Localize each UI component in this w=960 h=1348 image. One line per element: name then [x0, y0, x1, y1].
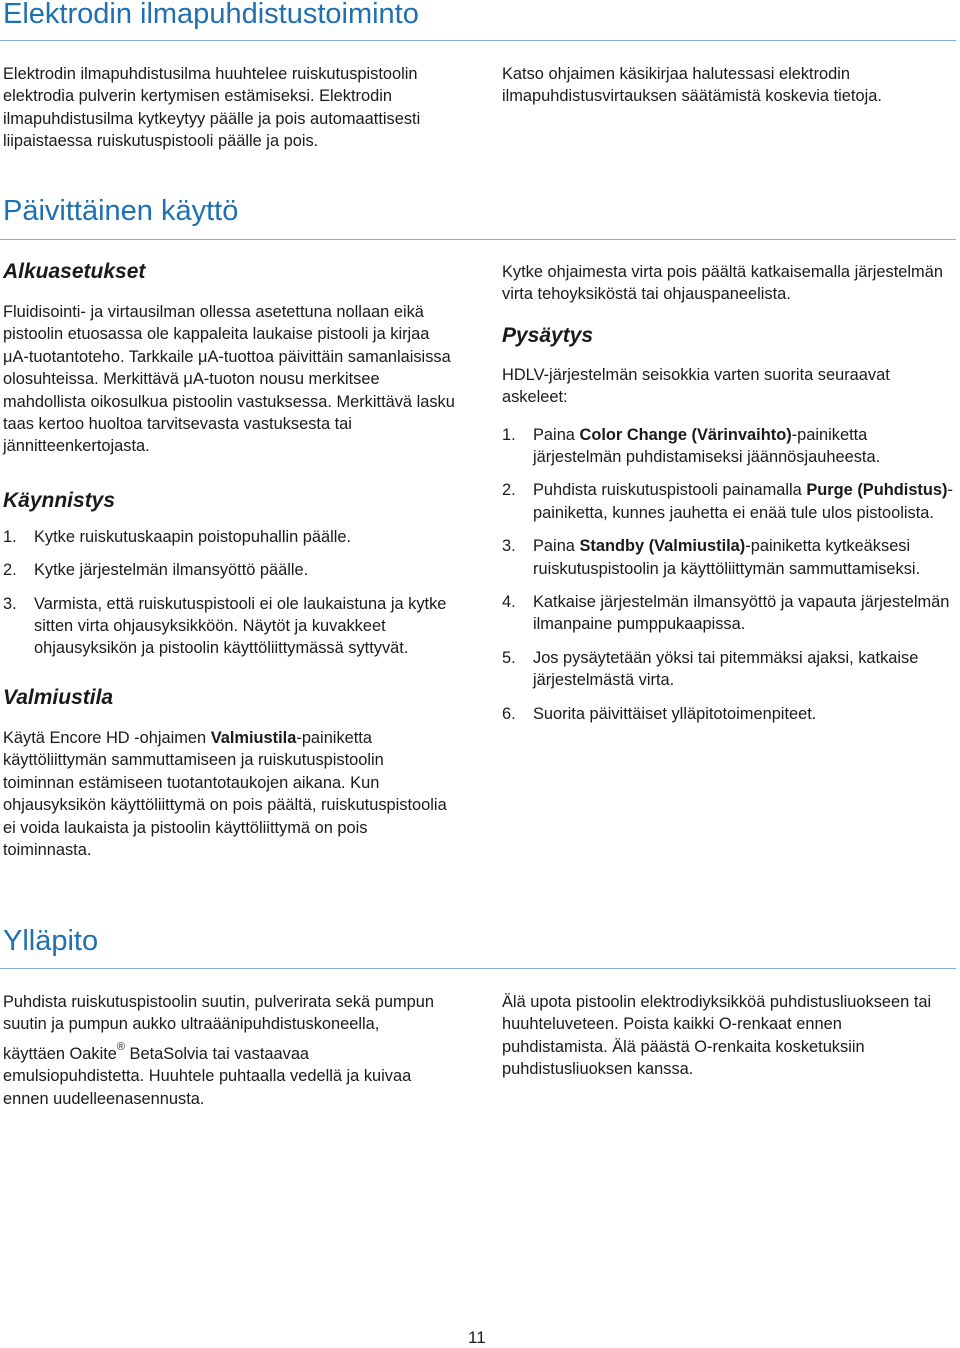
- electrode-text-right: Katso ohjaimen käsikirjaa halutessasi elektrodin ilmapuhdistusvirtauksen säätämistä koskevia tietoja.: [502, 65, 882, 106]
- pysaytys-intro: HDLV-järjestelmän seisokkia varten suorita seuraavat askeleet:: [502, 365, 890, 407]
- heading-alkuasetukset: Alkuasetukset: [3, 260, 146, 283]
- daily-rule: [0, 239, 956, 240]
- heading-pysaytys: Pysäytys: [502, 323, 594, 347]
- section-title-daily: Päivittäinen käyttö: [3, 195, 239, 227]
- list-item: 1. Kytke ruiskutuskaapin poistopuhallin päälle.: [3, 527, 352, 546]
- pysaytys-list: [502, 424, 954, 725]
- list-item: 3. Paina Standby (Valmiustila)-painiketta kytkeäksesi ruiskutuspistoolin ja käyttöliittymän sammuttamiseksi.: [502, 537, 921, 578]
- kaynnistys-list: [3, 526, 458, 660]
- heading-kaynnistys: Käynnistys: [3, 488, 116, 512]
- maintenance-text-left: Puhdista ruiskutuspistoolin suutin, pulverirata sekä pumpun suutin ja pumpun aukko ultraäänipuhdistuskoneella, käyttäen Oakite® BetaSolvia tai vastaavaa emulsiopuhdistetta. Huuhtele puhtaalla vedellä ja kuivaa ennen uudelleenasennusta.: [3, 993, 434, 1108]
- valmiustila-text: Käytä Encore HD -ohjaimen Valmiustila-painiketta käyttöliittymän sammuttamiseen ja ruiskutuspistoolin toiminnan estämiseen tuotantotaukojen aikana. Kun ohjausyksikön käyttöliittymä on pois päältä, ruiskutuspistoolia ei voida laukaista ja pistoolin käyttöliittymä on pois toiminnasta.: [3, 728, 447, 859]
- power-off-text: Kytke ohjaimesta virta pois päältä katkaisemalla järjestelmän virta tehoyksiköstä tai ohjauspaneelista.: [502, 263, 943, 304]
- list-item: 2. Puhdista ruiskutuspistooli painamalla Purge (Puhdistus)-painiketta, kunnes jauhetta ei enää tule ulos pistoolista.: [502, 481, 953, 522]
- list-item: 1. Paina Color Change (Värinvaihto)-painiketta järjestelmän puhdistamiseksi jäännösjauheesta.: [502, 425, 881, 467]
- left-column: [3, 260, 458, 861]
- list-item: 3. Varmista, että ruiskutuspistooli ei ole laukaistuna ja kytke sitten virta ohjausyksikköön. Näytöt ja kuvakkeet ohjausyksikön ja pistoolin käyttöliittymässä syttyvät.: [3, 594, 447, 658]
- section-title-electrode: Elektrodin ilmapuhdistustoiminto: [3, 0, 419, 30]
- list-item: 2. Kytke järjestelmän ilmansyöttö päälle.: [3, 561, 309, 580]
- electrode-text-left: Elektrodin ilmapuhdistusilma huuhtelee ruiskutuspistoolin elektrodia pulverin kertymisen estämiseksi. Elektrodin ilmapuhdistusilma kytkeytyy päälle ja pois automaattisesti liipaistaessa ruiskutuspistooli päälle ja pois.: [3, 65, 421, 151]
- list-item: 5. Jos pysäytetään yöksi tai pitemmäksi ajaksi, katkaise järjestelmästä virta.: [502, 648, 919, 690]
- section-title-maintenance: Ylläpito: [3, 925, 99, 957]
- page-number: 11: [468, 1328, 486, 1347]
- list-item: 4. Katkaise järjestelmän ilmansyöttö ja vapauta järjestelmän ilmanpaine pumppukaapissa.: [502, 593, 950, 634]
- maintenance-text-right: Älä upota pistoolin elektrodiyksikköä puhdistusliuokseen tai huuhteluveteen. Poista kaikki O-renkaat ennen puhdistamista. Älä päästä O-renkaita kosketuksiin puhdistusliuoksen kanssa.: [502, 993, 932, 1079]
- alkuasetukset-text: Fluidisointi- ja virtausilman ollessa asetettuna nollaan eikä pistoolin etuosassa ole kappaleita laukaise pistooli ja kirjaa μA-tuotantoteho. Tarkkaile μA-tuottoa päivittäin samanlaisissa olosuhteissa. Merkittävä μA-tuoton nousu merkitsee mahdollista oikosulkua pistoolin vastuksessa. Merkittävä lasku taas kertoo huoltoa tarvitsevasta vastuksesta tai jännitteenkertojasta.: [3, 303, 455, 456]
- maintenance-rule: [0, 968, 956, 969]
- heading-valmiustila: Valmiustila: [3, 685, 114, 709]
- title-rule: [0, 40, 956, 41]
- right-column: [502, 261, 954, 725]
- list-item: 6. Suorita päivittäiset ylläpitotoimenpiteet.: [502, 704, 817, 723]
